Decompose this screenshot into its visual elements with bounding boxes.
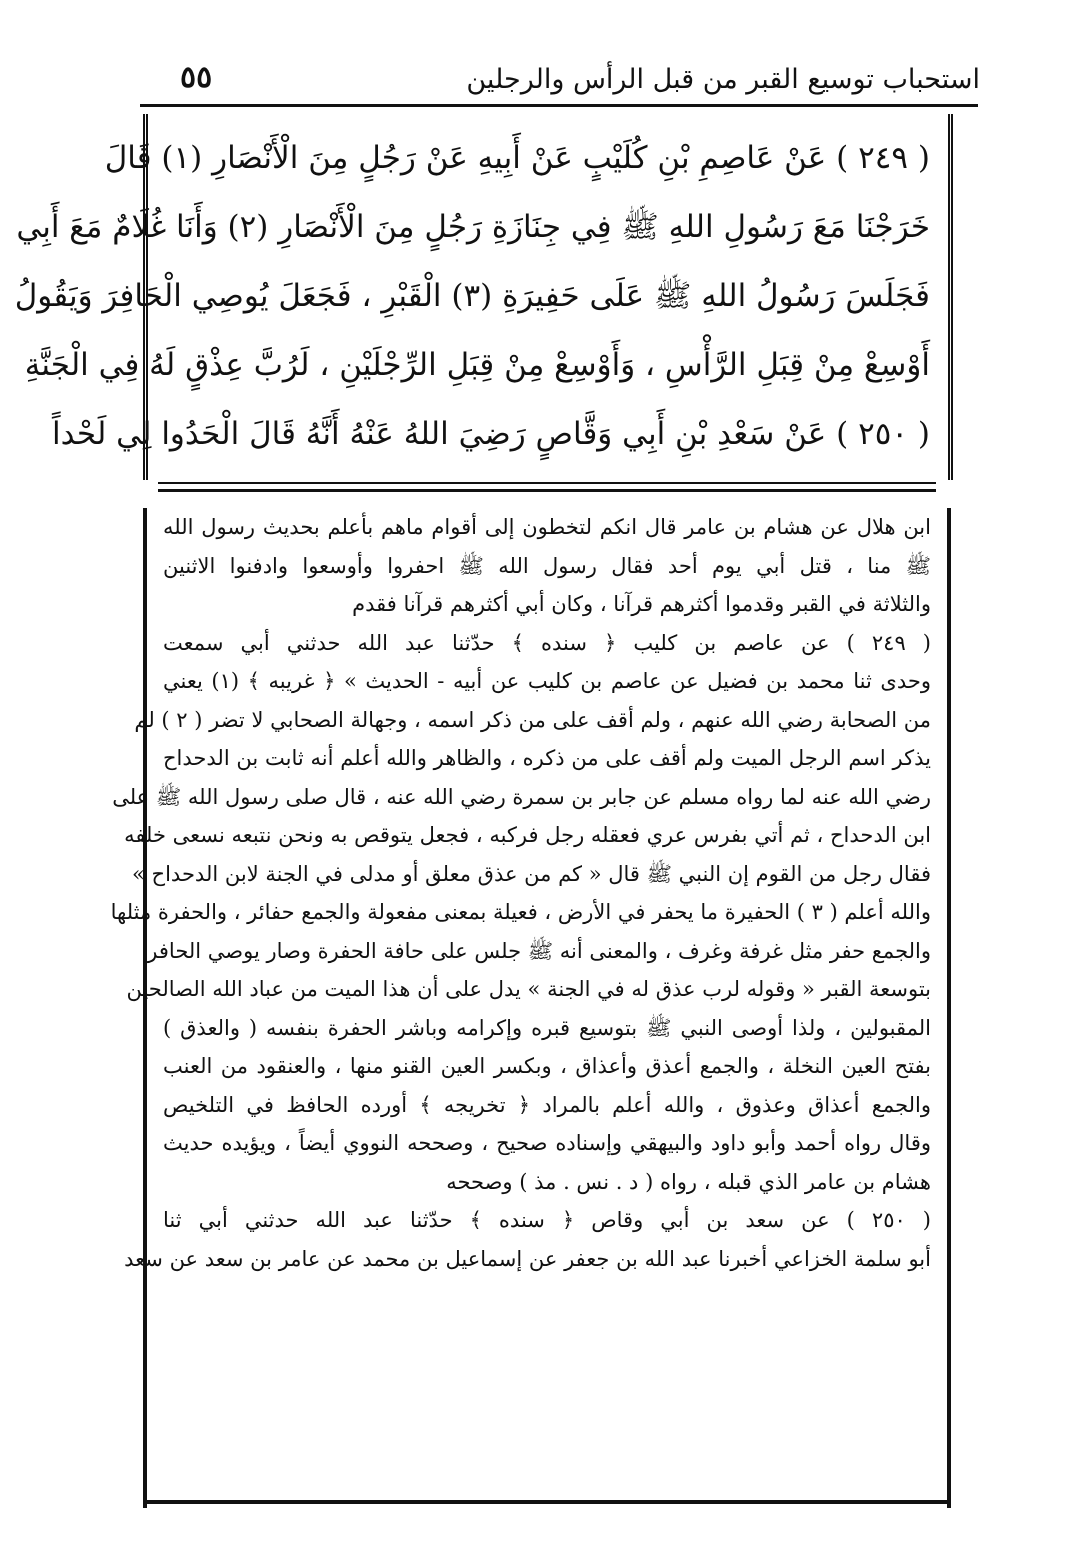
commentary-line: والثلاثة في القبر وقدموا أكثرهم قرآنا ، وكان أبي أكثرهم قرآنا فقدم [352,592,931,616]
commentary-line: هشام بن عامر الذي قبله ، رواه ( د . نس . مذ ) وصححه [446,1169,931,1194]
page-header [140,58,980,108]
commentary-section [110,508,951,1508]
commentary-line: من الصحابة رضي الله عنهم ، ولم أقف على من ذكر اسمه ، وجهالة الصحابي لا تضر ( ٢ ) لم [134,707,931,732]
commentary-line: والجمع حفر مثل غرفة وغرف ، والمعنى أنه ﷺ جلس على حافة الحفرة وصار يوصي الحافر [147,938,931,963]
hadith-line: ( ٢٤٩ ) عَنْ عَاصِمِ بْنِ كُلَيْبٍ عَنْ أَبِيهِ عَنْ رَجُلٍ مِنَ الْأَنْصَارِ (١) قَالَ [104,140,930,176]
page-number: ٥٥ [180,60,213,95]
hadith-line: ( ٢٥٠ ) عَنْ سَعْدِ بْنِ أَبِي وَقَّاصٍ رَضِيَ اللهُ عَنْهُ أَنَّهُ قَالَ الْحَدُوا لِي لَحْداً [51,416,930,452]
commentary-line: المقبولين ، ولذا أوصى النبي ﷺ بتوسيع قبره وإكرامه وباشر الحفرة بنفسه ( والعذق ) [163,1015,931,1040]
commentary-line: ابن الدحداح ، ثم أتي بفرس عري فعقله رجل فركبه ، فجعل يتوقص به ونحن نتبعه نسعى خلفه [124,823,931,847]
commentary-line: فقال رجل من القوم إن النبي ﷺ قال « كم من عذق معلق أو مدلى في الجنة لابن الدحداح » [132,861,931,886]
hadith-line: خَرَجْنَا مَعَ رَسُولِ اللهِ ﷺ فِي جِنَازَةِ رَجُلٍ مِنَ الْأَنْصَارِ (٢) وَأَنَا غُلَامٌ مَعَ أَبِي [16,209,930,245]
commentary-line: ( ٢٥٠ ) عن سعد بن أبي وقاص ﴿ سنده ﴾ حدّثنا عبد الله حدثني أبي ثنا [163,1208,931,1232]
commentary-line: وقال رواه أحمد وأبو داود والبيهقي وإسناده صحيح ، وصححه النووي أيضاً ، ويؤيده حديث [163,1131,931,1155]
commentary-line: أبو سلمة الخزاعي أخبرنا عبد الله بن جعفر عن إسماعيل بن محمد عن عامر بن سعد عن سعد [124,1246,931,1271]
commentary-line: والجمع أعذاق وعذوق ، والله أعلم بالمراد ﴿ تخريجه ﴾ أورده الحافظ في التلخيص [163,1092,931,1117]
commentary-line: بتوسعة القبر « وقوله لرب عذق له في الجنة » يدل على أن هذا الميت من عباد الله الصالحين [126,977,931,1001]
commentary-line: بفتح العين النخلة ، والجمع أعذق وأعذاق ، وبكسر العين القنو منها ، والعنقود من العنب [163,1054,931,1078]
commentary-line: ابن هلال عن هشام بن عامر قال انكم لتخطون إلى أقوام ماهم بأعلم بحديث رسول الله [163,515,931,539]
commentary-line: ( ٢٤٩ ) عن عاصم بن كليب ﴿ سنده ﴾ حدّثنا عبد الله حدثني أبي سمعت [163,630,932,655]
commentary-line: والله أعلم ( ٣ ) الحفيرة ما يحفر في الأرض ، فعيلة بمعنى مفعولة والجمع حفائر ، والحفرة مثلها [110,900,931,924]
separator-rule [158,482,936,484]
hadith-text [14,124,930,469]
hadith-text-box [14,114,953,480]
commentary-line: يذكر اسم الرجل الميت ولم أقف على من ذكره ، والظاهر والله أعلم أنه ثابت بن الدحداح [163,746,931,770]
header-rule [140,104,978,107]
chapter-title: استحباب توسيع القبر من قبل الرأس والرجلين [466,64,980,95]
hadith-line: أَوْسِعْ مِنْ قِبَلِ الرَّأْسِ ، وَأَوْسِعْ مِنْ قِبَلِ الرِّجْلَيْنِ ، لَرُبَّ عِذْقٍ لَهُ فِي الْجَنَّةِ [24,347,930,383]
hadith-line: فَجَلَسَ رَسُولُ اللهِ ﷺ عَلَى حَفِيرَةِ (٣) الْقَبْرِ ، فَجَعَلَ يُوصِي الْحَافِرَ وَيَقُولُ [14,278,930,314]
commentary-line: ﷺ منا ، قتل أبي يوم أحد فقال رسول الله ﷺ احفروا وأوسعوا وادفنوا الاثنين [163,553,931,578]
commentary-line: رضي الله عنه لما رواه مسلم عن جابر بن سمرة رضي الله عنه ، قال صلى رسول الله ﷺ على [112,784,931,809]
commentary-text [110,508,932,1278]
commentary-line: وحدى ثنا محمد بن فضيل عن عاصم بن كليب عن أبيه - الحديث » ﴿ غريبه ﴾ (١) يعني [163,669,931,693]
separator-rule [158,489,936,492]
footer-rule [143,1500,951,1504]
